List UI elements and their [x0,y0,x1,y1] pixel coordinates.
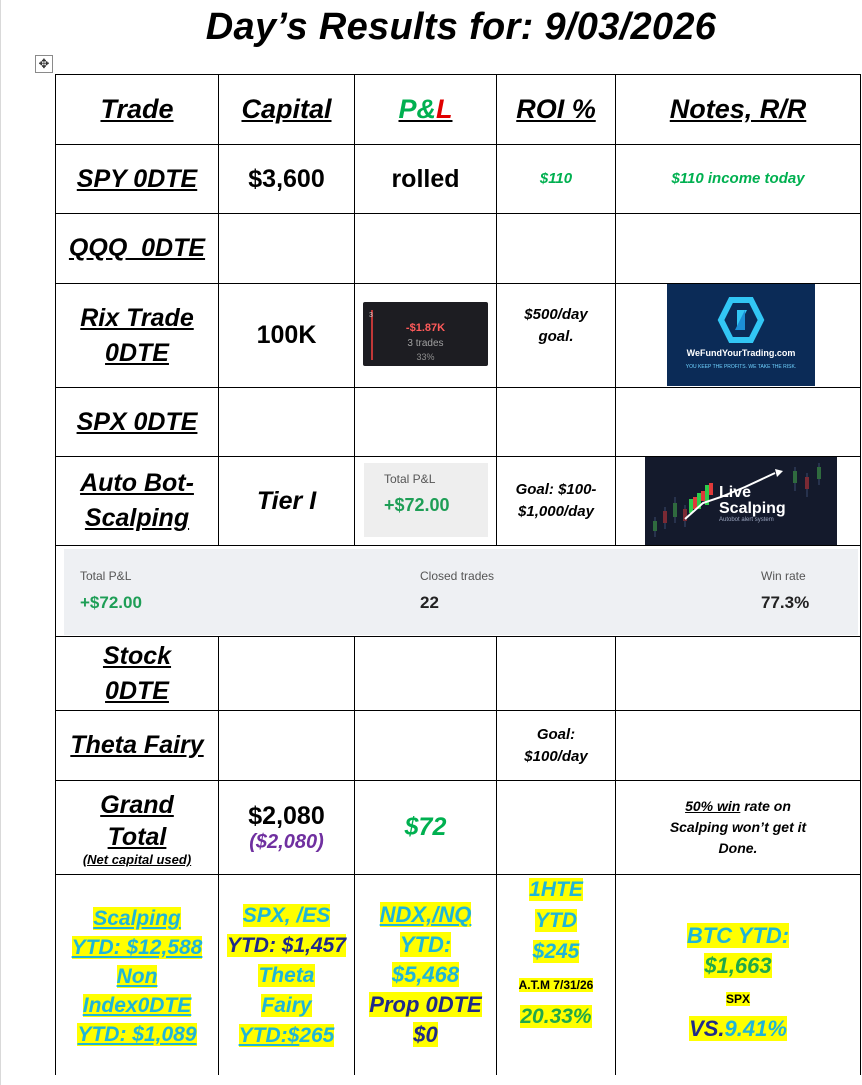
header-capital: Capital [241,94,332,124]
grand-notes: 50% win rate on Scalping won’t get it Done. [669,798,807,856]
spy-notes: $110 income today [671,170,805,187]
spy-roi: $110 [539,170,573,187]
header-notes: Notes, R/R [669,94,807,124]
stats-total-value: +$72.00 [80,593,142,612]
autobot-trade-label: Auto Bot- Scalping [80,469,194,532]
summary-btc-ytd: BTC YTD: $1,663 SPX VS.9.41% [686,923,790,1041]
stats-closed-value: 22 [420,593,439,612]
stats-total-label: Total P&L [80,569,132,583]
stats-closed-label: Closed trades [420,569,495,583]
wefund-logo-icon [717,296,765,344]
header-roi: ROI % [516,94,596,124]
stats-winrate-value: 77.3% [761,593,810,612]
grand-total-sublabel: (Net capital used) [82,852,192,867]
stock-trade-label: Stock 0DTE [102,641,172,705]
rix-roi: $500/day goal. [524,306,588,345]
summary-scalping-ytd: Scalping YTD: $12,588 Non Index0DTE YTD: $1,089 [71,907,203,1046]
spy-pl: rolled [391,164,460,193]
spy-trade-label: SPY 0DTE [76,164,198,193]
table-move-handle-icon[interactable]: ✥ [35,55,53,73]
spy-capital: $3,600 [248,164,325,193]
spx-trade-label: SPX 0DTE [76,407,198,436]
theta-roi: Goal: $100/day [524,725,588,765]
summary-1hte-ytd: 1HTE YTD $245 A.T.M 7/31/26 20.33% [518,878,594,1028]
autobot-pl-card: Total P&L +$72.00 [364,463,488,537]
rix-pl-amount: -$1.87K [405,322,446,334]
rix-pl-trades: 3 trades [407,338,444,349]
summary-spx-ytd: SPX, /ES YTD: $1,457 Theta Fairy YTD:$265 [226,904,347,1047]
wefund-banner: WeFundYourTrading.com YOU KEEP THE PROFITS. WE TAKE THE RISK. [667,284,815,386]
page-title: Day’s Results for: 9/03/2026 [205,6,717,48]
header-trade: Trade [100,94,174,124]
livescalping-banner: Live Scalping Autobot alert system [645,457,837,545]
grand-total-label: Grand Total (Net capital used) [82,791,192,867]
autobot-roi: Goal: $100- $1,000/day [515,481,597,520]
grand-capital: $2,080 ($2,080) [248,801,325,853]
summary-ndx-ytd: NDX,/NQ YTD: $5,468 Prop 0DTE $0 [369,902,482,1047]
rix-pl-pct: 33% [416,352,435,362]
rix-pl-screenshot: 3 -$1.87K 3 trades 33% [363,302,488,366]
page-left-edge [0,0,1,1085]
rix-trade-label: Rix Trade 0DTE [80,303,194,367]
qqq-trade-label: QQQ 0DTE [68,234,206,262]
theta-trade-label: Theta Fairy [70,731,204,759]
header-pl: P&L [398,94,453,124]
grand-capital-neg: ($2,080) [249,830,324,853]
rix-capital: 100K [256,321,317,349]
grand-pl: $72 [404,813,447,841]
stats-winrate-label: Win rate [761,569,806,583]
stats-summary-bar [64,549,858,635]
autobot-capital: Tier I [256,486,317,515]
